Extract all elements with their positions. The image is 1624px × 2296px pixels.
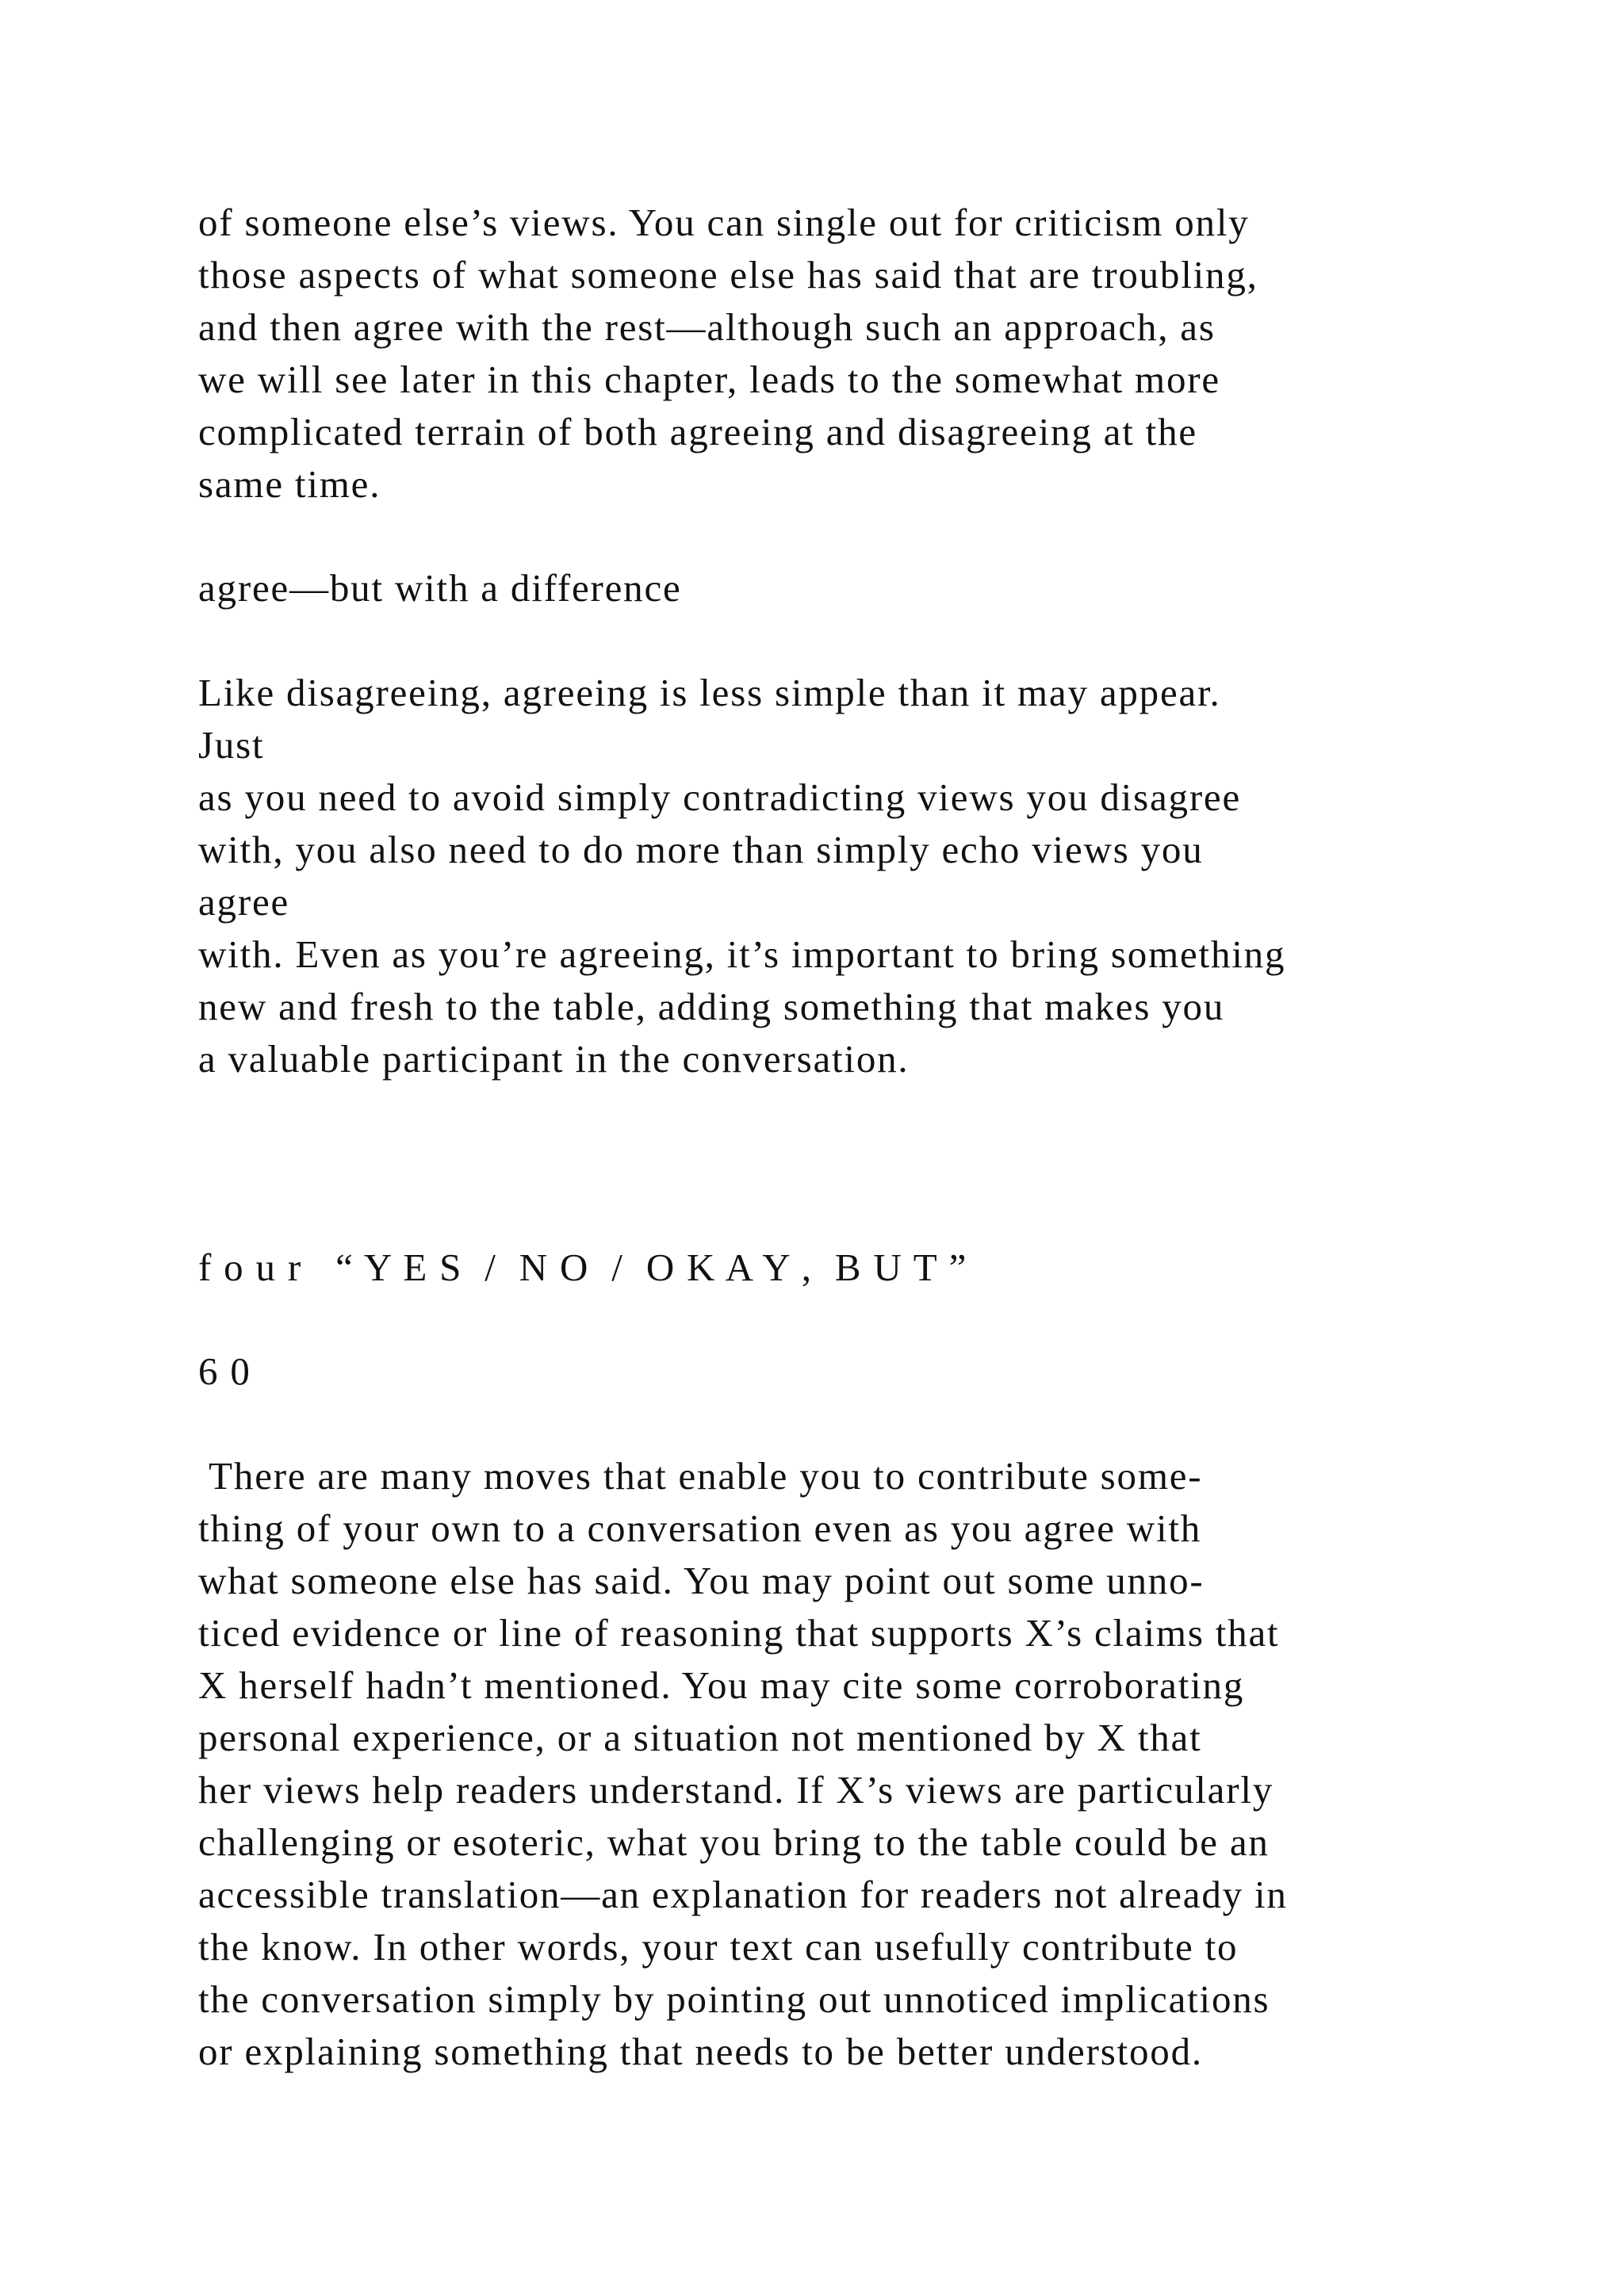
page-number: 6 0 [198,1349,251,1393]
paragraph-2-line-7: new and fresh to the table, adding something that makes you [198,985,1225,1028]
paragraph-2-line-5: agree [198,880,290,924]
paragraph-3-line-9: accessible translation—an explanation for readers not already in [198,1873,1288,1916]
paragraph-2-line-1: Like disagreeing, agreeing is less simple than it may appear. [198,671,1221,714]
paragraph-1-line-2: those aspects of what someone else has said that are troubling, [198,253,1258,297]
paragraph-3-line-12: or explaining something that needs to be better understood. [198,2030,1203,2073]
paragraph-2-line-6: with. Even as you’re agreeing, it’s important to bring something [198,932,1286,976]
paragraph-3-line-2: thing of your own to a conversation even as you agree with [198,1506,1202,1550]
paragraph-3-line-3: what someone else has said. You may point out some unno- [198,1559,1205,1602]
paragraph-1-line-3: and then agree with the rest—although such an approach, as [198,305,1216,349]
paragraph-3-line-6: personal experience, or a situation not mentioned by X that [198,1716,1202,1759]
paragraph-3-line-1: There are many moves that enable you to contribute some- [198,1454,1203,1498]
paragraph-1-line-1: of someone else’s views. You can single out for criticism only [198,201,1250,244]
paragraph-2-line-2: Just [198,723,265,767]
paragraph-2-line-8: a valuable participant in the conversation. [198,1037,910,1081]
paragraph-2-line-4: with, you also need to do more than simply echo views you [198,828,1204,871]
paragraph-1-line-4: we will see later in this chapter, leads to the somewhat more [198,358,1220,401]
paragraph-3-line-7: her views help readers understand. If X’s views are particularly [198,1768,1274,1812]
running-header: f o u r “ Y E S / N O / O K A Y , B U T ” [198,1246,968,1289]
section-heading: agree—but with a difference [198,566,682,610]
paragraph-3-line-4: ticed evidence or line of reasoning that supports X’s claims that [198,1611,1280,1655]
paragraph-1-line-5: complicated terrain of both agreeing and disagreeing at the [198,410,1197,453]
paragraph-3-line-10: the know. In other words, your text can usefully contribute to [198,1925,1239,1969]
paragraph-3-line-5: X herself hadn’t mentioned. You may cite some corroborating [198,1663,1245,1707]
paragraph-3-line-11: the conversation simply by pointing out unnoticed implications [198,1977,1270,2021]
paragraph-3-line-8: challenging or esoteric, what you bring to the table could be an [198,1820,1270,1864]
paragraph-1-line-6: same time. [198,462,381,506]
paragraph-2-line-3: as you need to avoid simply contradicting views you disagree [198,775,1242,819]
